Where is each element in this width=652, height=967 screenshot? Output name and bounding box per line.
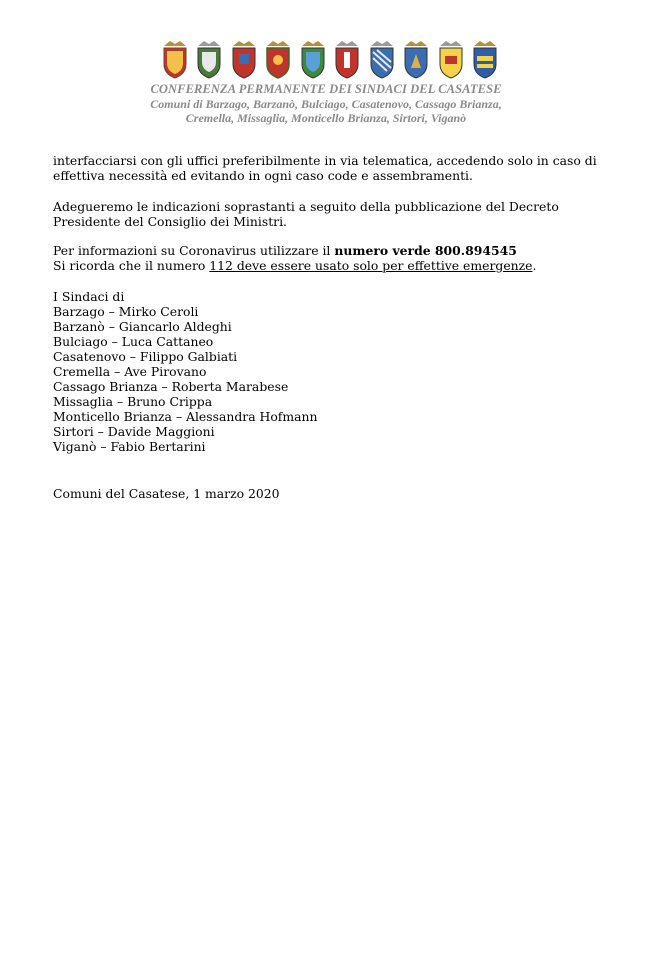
- crest-barzago-icon: [160, 38, 190, 80]
- crest-monticello-brianza-icon: [401, 38, 431, 80]
- mayors-heading: I Sindaci di: [53, 289, 125, 304]
- crest-cremella-icon: [298, 38, 328, 80]
- paragraph-line: effettiva necessità ed evitando in ogni caso code e assembramenti.: [53, 168, 473, 183]
- signoff-line: Comuni del Casatese, 1 marzo 2020: [53, 486, 280, 501]
- crest-casatenovo-icon: [263, 38, 293, 80]
- mayor-entry: Barzanò – Giancarlo Aldeghi: [53, 319, 232, 334]
- paragraph-line: Adegueremo le indicazioni soprastanti a seguito della pubblicazione del Decreto: [53, 199, 559, 214]
- municipalities-line-2: Cremella, Missaglia, Monticello Brianza, Sirtori, Viganò: [185, 111, 467, 125]
- mayor-entry: Monticello Brianza – Alessandra Hofmann: [53, 409, 318, 424]
- paragraph-info: [53, 243, 613, 273]
- mayor-entry: Barzago – Mirko Ceroli: [53, 304, 199, 319]
- mayor-entry: Viganò – Fabio Bertarini: [53, 439, 206, 454]
- paragraph-decree: [53, 199, 613, 229]
- municipal-crests-row: [160, 36, 500, 80]
- paragraph-line: Presidente del Consiglio dei Ministri.: [53, 214, 287, 229]
- mayor-entry: Sirtori – Davide Maggioni: [53, 424, 215, 439]
- conference-title: CONFERENZA PERMANENTE DEI SINDACI DEL CASATESE: [150, 82, 502, 96]
- paragraph-line: interfacciarsi con gli uffici preferibilmente in via telematica, accedendo solo in caso di: [53, 153, 597, 168]
- info-prefix: Per informazioni su Coronavirus utilizzare il: [53, 243, 335, 258]
- municipalities-line-1: Comuni di Barzago, Barzanò, Bulciago, Casatenovo, Cassago Brianza,: [150, 97, 502, 111]
- info-line: [53, 243, 613, 258]
- reminder-line: [53, 258, 613, 273]
- mayor-entry: Cassago Brianza – Roberta Marabese: [53, 379, 289, 394]
- mayor-entry: Cremella – Ave Pirovano: [53, 364, 207, 379]
- reminder-prefix: Si ricorda che il numero: [53, 258, 210, 273]
- crest-missaglia-icon: [367, 38, 397, 80]
- mayors-list: [53, 289, 613, 454]
- paragraph-telematic: [53, 153, 613, 183]
- mayor-entry: Bulciago – Luca Cattaneo: [53, 334, 214, 349]
- mayor-entry: Casatenovo – Filippo Galbiati: [53, 349, 238, 364]
- crest-cassago-brianza-icon: [332, 38, 362, 80]
- mayor-entry: Missaglia – Bruno Crippa: [53, 394, 213, 409]
- toll-free-number: numero verde 800.894545: [334, 243, 517, 258]
- crest-sirtori-icon: [436, 38, 466, 80]
- reminder-suffix: .: [532, 258, 537, 273]
- signoff: [53, 486, 613, 501]
- crest-barzano-icon: [194, 38, 224, 80]
- emergency-number-note: 112 deve essere usato solo per effettive emergenze: [209, 258, 533, 273]
- crest-vigano-icon: [470, 38, 500, 80]
- crest-bulciago-icon: [229, 38, 259, 80]
